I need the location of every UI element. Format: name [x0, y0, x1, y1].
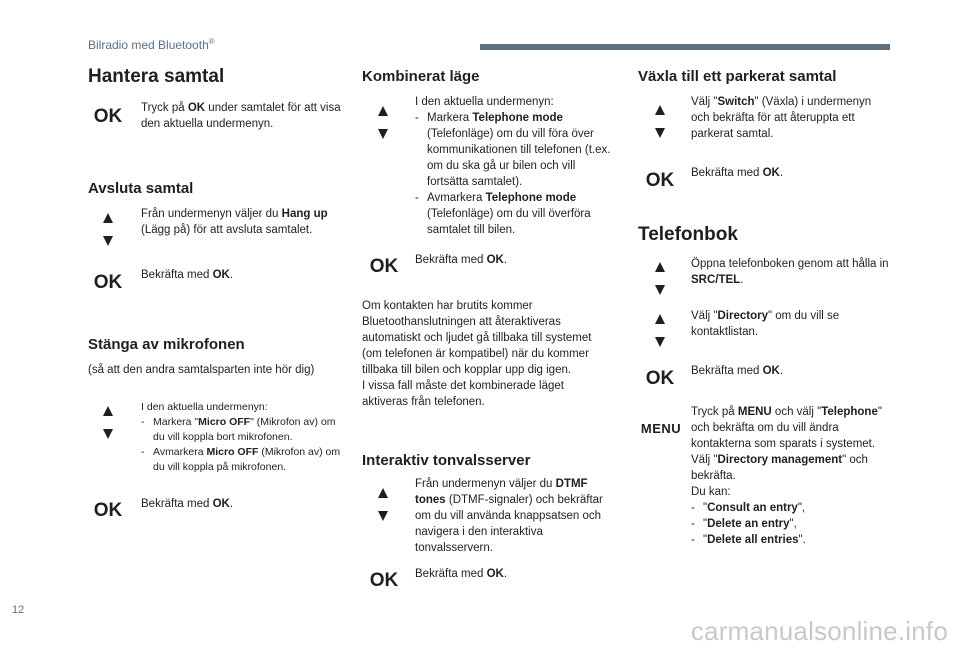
- stanga-confirm: Bekräfta med OK.: [141, 498, 234, 510]
- avsluta-text: Från undermenyn väljer du Hang up (Lägg på) för att avsluta samtalet.: [141, 208, 328, 236]
- note-paragraph: I vissa fall måste det kombinerade läget aktiveras från telefonen.: [362, 380, 564, 408]
- telefonbok-directory-text: Välj "Directory" om du vill se kontaktlistan.: [691, 310, 840, 338]
- page-number: 12: [12, 604, 25, 616]
- telefonbok-confirm: Bekräfta med OK.: [691, 365, 784, 377]
- menu-paragraph: Tryck på MENU och välj "Telephone" och bekräfta om du vill ändra kontakterna som sparats i systemet.: [691, 406, 882, 450]
- stanga-subtitle: (så att den andra samtalsparten inte hör dig): [88, 364, 315, 376]
- avsluta-confirm: Bekräfta med OK.: [141, 269, 234, 281]
- stanga-menu-text: [141, 400, 341, 475]
- list-item: - Markera Telephone mode (Telefonläge) om du vill föra över kommunikationen till telefonen (t.ex. om du ska gå ur bilen och vill fortsätta samtalet).: [415, 112, 611, 188]
- heading-interaktiv-tonvalsserver: Interaktiv tonvalsserver: [362, 452, 531, 469]
- list-item: - Markera "Micro OFF" (Mikrofon av) om du vill koppla bort mikrofonen.: [141, 416, 336, 443]
- registered-mark: ®: [208, 37, 215, 46]
- kombinerat-confirm: Bekräfta med OK.: [415, 254, 508, 266]
- list-item: - "Delete an entry",: [691, 518, 797, 530]
- up-down-arrows-icon: [98, 213, 118, 246]
- heading-kombinerat-lage: Kombinerat läge: [362, 68, 480, 85]
- up-down-arrows-icon: [98, 406, 118, 439]
- vaxla-confirm: Bekräfta med OK.: [691, 167, 784, 179]
- up-down-arrows-icon: [650, 105, 670, 138]
- interaktiv-text: Från undermenyn väljer du DTMF tones (DTMF-signaler) och bekräftar om du vill använda knappsatsen och navigera i den interaktiva tonvalsservern.: [415, 478, 603, 554]
- menu-paragraph: Välj "Directory management" och bekräfta.: [691, 454, 868, 482]
- menu-icon: MENU: [640, 421, 682, 436]
- ok-icon: OK: [645, 170, 675, 191]
- list-item: - Avmarkera Micro OFF (Mikrofon av) om du vill koppla på mikrofonen.: [141, 446, 341, 473]
- list-item: - Avmarkera Telephone mode (Telefonläge) om du vill överföra samtalet till bilen.: [415, 192, 591, 236]
- header-title-text: Bilradio med Bluetooth: [88, 38, 209, 52]
- interaktiv-confirm: Bekräfta med OK.: [415, 568, 508, 580]
- heading-hantera-samtal: Hantera samtal: [88, 66, 225, 87]
- up-down-arrows-icon: [373, 488, 393, 521]
- up-down-arrows-icon: [650, 262, 670, 295]
- stanga-intro: I den aktuella undermenyn:: [141, 401, 268, 413]
- telefonbok-open-text: Öppna telefonboken genom att hålla in SRC/TEL.: [691, 258, 889, 286]
- note-paragraph: Om kontakten har brutits kommer Bluetoothanslutningen att återaktiveras automatiskt och ljudet gå tillbaka till systemet (om telefonen är kompatibel) när du kommer tillbaka till bilen och kopplar upp dig igen.: [362, 300, 592, 376]
- ok-icon: OK: [645, 368, 675, 389]
- ok-icon: OK: [93, 500, 123, 521]
- telefonbok-menu-text: [691, 404, 891, 548]
- kombinerat-intro: I den aktuella undermenyn:: [415, 96, 554, 108]
- kombinerat-menu-text: [415, 94, 615, 238]
- up-down-arrows-icon: [650, 314, 670, 347]
- ok-icon: OK: [369, 570, 399, 591]
- watermark: carmanualsonline.info: [690, 616, 948, 646]
- heading-avsluta-samtal: Avsluta samtal: [88, 180, 194, 197]
- ok-icon: OK: [369, 256, 399, 277]
- heading-telefonbok: Telefonbok: [638, 224, 738, 245]
- hantera-text: Tryck på OK under samtalet för att visa den aktuella undermenyn.: [141, 102, 341, 130]
- vaxla-text: Välj "Switch" (Växla) i undermenyn och bekräfta för att återuppta ett parkerat samtal.: [691, 96, 872, 140]
- list-item: - "Consult an entry",: [691, 502, 806, 514]
- menu-paragraph: Du kan:: [691, 486, 731, 498]
- ok-icon: OK: [93, 106, 123, 127]
- heading-stanga-av-mikrofonen: Stänga av mikrofonen: [88, 336, 245, 353]
- kombinerat-note: [362, 298, 607, 410]
- list-item: - "Delete all entries".: [691, 534, 806, 546]
- ok-icon: OK: [93, 272, 123, 293]
- running-header: [88, 37, 215, 52]
- heading-vaxla-parkerat-samtal: Växla till ett parkerat samtal: [638, 68, 837, 85]
- up-down-arrows-icon: [373, 106, 393, 139]
- header-bar: [480, 44, 890, 50]
